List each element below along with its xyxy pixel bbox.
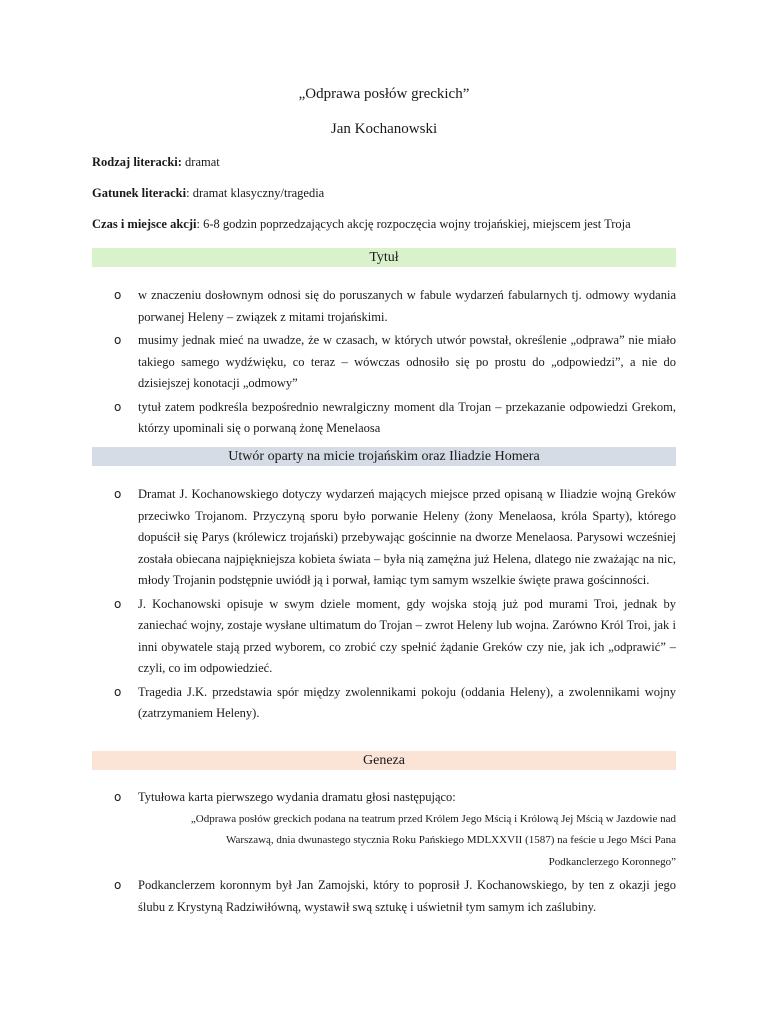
list-item bbox=[92, 330, 676, 395]
list-item-text: Podkanclerzem koronnym był Jan Zamojski, który to poprosił J. Kochanowskiego, by ten z okazji jego ślubu z Krystyną Radziwiłówną, wystawił swą sztukę i uświetnił tym samym ich zaślubiny. bbox=[138, 878, 676, 914]
section-list-genesis bbox=[92, 787, 676, 918]
list-item bbox=[92, 682, 676, 725]
bullet-icon: o bbox=[114, 333, 122, 347]
bullet-icon: o bbox=[114, 878, 122, 892]
section-heading-myth: Utwór oparty na micie trojańskim oraz Iliadzie Homera bbox=[92, 447, 676, 466]
list-item bbox=[92, 787, 676, 873]
section-list-title bbox=[92, 285, 676, 440]
section-list-myth bbox=[92, 484, 676, 725]
list-item bbox=[92, 484, 676, 592]
meta-label: Rodzaj literacki: bbox=[92, 155, 182, 169]
bullet-icon: o bbox=[114, 596, 122, 611]
list-item-text: Tytułowa karta pierwszego wydania dramatu głosi następująco: bbox=[138, 790, 456, 804]
bullet-icon: o bbox=[114, 288, 122, 302]
meta-time-place bbox=[92, 217, 631, 232]
list-item-text: w znaczeniu dosłownym odnosi się do poruszanych w fabule wydarzeń fabularnych tj. odmowy wydania porwanej Heleny – związek z mitami trojańskimi. bbox=[138, 288, 676, 324]
list-item-text: Dramat J. Kochanowskiego dotyczy wydarzeń mających miejsce przed opisaną w Iliadzie wojną Greków przeciwko Trojanom. Przyczyną sporu było porwanie Heleny (żony Menelaosa, króla Sparty), którego dopuścił się Parys (królewicz trojański) przebywając gościnnie na dworze Menelaosa. Parysowi wcześniej została obiecana najpiękniejsza kobieta świata – była nią zamężna już Helena, dlatego nie zważając na nic, młody Trojanin podstępnie uwiódł ją i porwał, łamiąc tym samym wszelkie święte prawa gościnności. bbox=[138, 487, 676, 587]
list-item-text: musimy jednak mieć na uwadze, że w czasach, w których utwór powstał, określenie „odprawa” nie miało takiego samego wydźwięku, co teraz – wówczas odnosiło się po prostu do „odpowiedzi”, a nie do dzisiejszej konotacji „odmowy” bbox=[138, 333, 676, 390]
meta-genre-type bbox=[92, 155, 220, 170]
list-item-text: J. Kochanowski opisuje w swym dziele moment, gdy wojska stoją już pod murami Troi, jednak by zaniechać wojny, zostaje wysłane ultimatum do Trojan – zwrot Heleny lub wojna. Zarówno Król Troi, jak i inni obywatele stają przed wyborem, co zrobić czy spełnić żądanie Greków czy nie, jak ich „odprawić” – czyli, co im odpowiedzieć. bbox=[138, 596, 676, 675]
list-item bbox=[92, 875, 676, 918]
list-item-text: Tragedia J.K. przedstawia spór między zwolennikami pokoju (oddania Heleny), a zwolennikami wojny (zatrzymaniem Heleny). bbox=[138, 684, 676, 720]
bullet-icon: o bbox=[114, 487, 122, 501]
bullet-icon: o bbox=[114, 684, 122, 699]
meta-value: dramat bbox=[181, 155, 220, 169]
meta-label: Gatunek literacki bbox=[92, 186, 187, 200]
bullet-icon: o bbox=[114, 399, 122, 414]
document-title: „Odprawa posłów greckich” bbox=[298, 86, 470, 102]
section-heading-title: Tytuł bbox=[92, 248, 676, 267]
meta-value: : 6-8 godzin poprzedzających akcję rozpoczęcia wojny trojańskiej, miejscem jest Troja bbox=[196, 217, 631, 231]
list-item bbox=[92, 285, 676, 328]
meta-value: : dramat klasyczny/tragedia bbox=[186, 186, 325, 200]
meta-label: Czas i miejsce akcji bbox=[92, 217, 197, 231]
meta-genre bbox=[92, 186, 324, 201]
title-page-quote: „Odprawa posłów greckich podana na teatrum przed Królem Jego Mścią i Królową Jej Mścią w Jazdowie nad Warszawą, dnia dwunastego stycznia Roku Pańskiego MDLXXVII (1587) na feście u Jego Mści Pana Podkanclerzego Koronnego” bbox=[190, 812, 676, 868]
document-author: Jan Kochanowski bbox=[330, 121, 438, 137]
list-item-text: tytuł zatem podkreśla bezpośrednio newralgiczny moment dla Trojan – przekazanie odpowiedzi Grekom, którzy upominali się o porwaną żonę Menelaosa bbox=[138, 399, 676, 435]
section-heading-genesis: Geneza bbox=[92, 751, 676, 770]
list-item bbox=[92, 397, 676, 440]
list-item bbox=[92, 594, 676, 680]
bullet-icon: o bbox=[114, 790, 122, 804]
